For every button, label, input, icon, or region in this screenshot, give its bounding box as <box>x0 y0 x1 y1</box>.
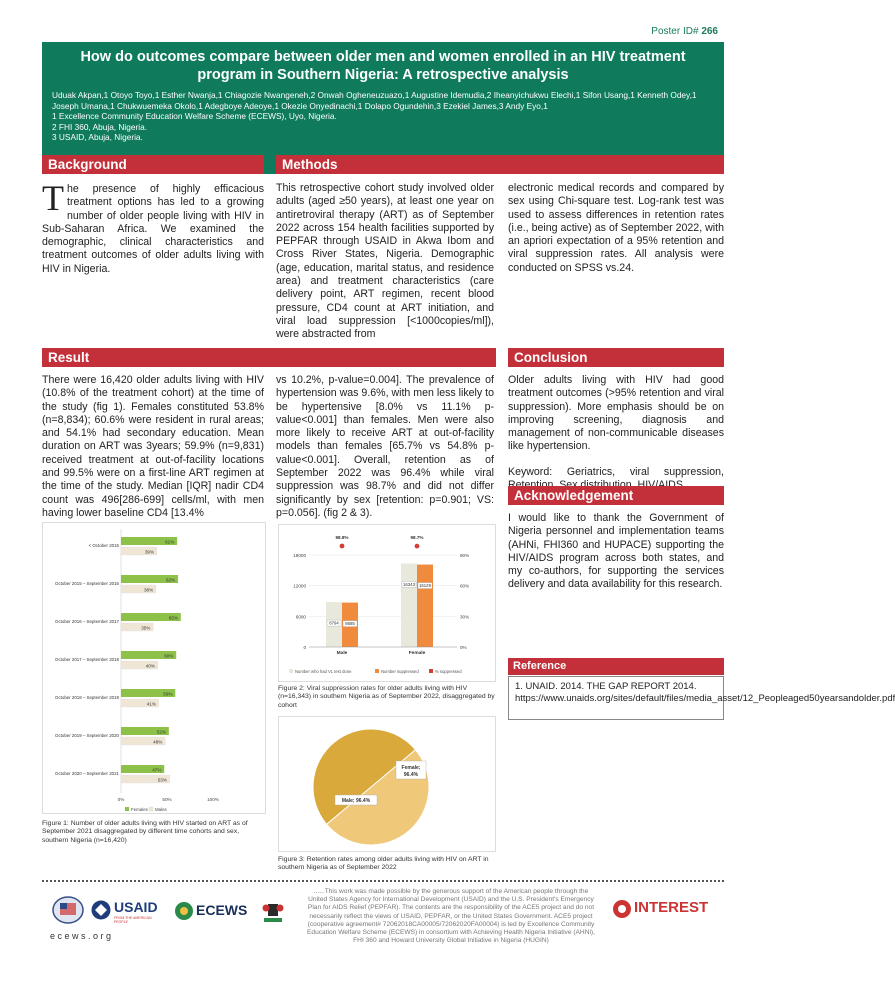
fig2-category-label: Female <box>408 651 426 656</box>
fig1-label-male: 48% <box>153 739 163 745</box>
fig2-legend-label: Number who had VL test done <box>295 669 352 674</box>
ecews-logo: ECEWS <box>174 898 260 924</box>
fig1-legend-swatch-male <box>149 807 153 811</box>
fig1-label-male: 38% <box>143 587 154 593</box>
fig1-category-label: October 2015 – September 2016 <box>55 581 119 586</box>
fig2-label-suppressed: 8685 <box>345 621 355 627</box>
fig2-y-tick-left: 0 <box>303 645 306 650</box>
interest-logo: INTEREST <box>612 896 724 922</box>
fig2-y-tick-left: 6000 <box>295 614 306 620</box>
fig1-label-female: 47% <box>152 767 162 773</box>
fig1-legend-male: Males <box>155 807 167 812</box>
methods-heading: Methods <box>276 155 724 174</box>
fig1-category-label: October 2018 – September 2019 <box>55 695 119 700</box>
figure-3-caption: Figure 3: Retention rates among older adults living with HIV on ART in southern Nigeria as of September 2022 <box>278 856 489 872</box>
fig2-legend-swatch <box>289 669 293 673</box>
result-text-col2: vs 10.2%, p-value=0.004]. The prevalence of hypertension was 9.6%, with men less likely to be hypertensive [8.0% vs 11.1% p-value<0.001] than females. Men were also more likely to receive ART at out-of-facility models than females [65.7% vs 54.8% p-value<0.001]. Overall, retention as of September 2022 was 96.4% while viral suppression was 98.7% and did not differ significantly by sex [retention: p=0.901; VS: p=0.056]. (fig 2 & 3). <box>276 374 494 519</box>
result-text-col1: There were 16,420 older adults living with HIV (10.8% of the treatment cohort) at the time of the study (fig 1). Females constituted 53.8% (n=8,834); 60.6% were resident in rural areas; and 54.1% had secondary education. Mean duration on ART was 3years; 59.9% (n=9,831) received treatment at out-of-facility locations and 99.5% were on a first-line ART regimen at the time of the study. Median [IQR] nadir CD4 count was 496[286-699] cells/ml, with men having lower baseline CD4 [13.4% <box>42 374 264 519</box>
fig2-y-tick-left: 12000 <box>293 583 306 589</box>
fig2-y-tick-right: 90% <box>460 553 470 558</box>
usaid-logo: USAID FROM THE AMERICAN PEOPLE <box>91 896 165 926</box>
fig1-x-tick: 0% <box>117 797 125 802</box>
fig3-label-male: Male; 96.4% <box>341 798 371 804</box>
fig2-pct-dot <box>415 544 420 549</box>
background-text: The presence of highly efficacious treatment options has led to a growing number of older people living with HIV in Sub-Saharan Africa. We examined the demographic, clinical characteristics and treatment outcomes of older adults living with HIV in Nigeria. <box>42 178 264 275</box>
nigeria-coat-of-arms <box>262 896 284 924</box>
fig2-pct-label: 98.7% <box>410 535 424 541</box>
fig1-legend-swatch-female <box>125 807 129 811</box>
acknowledgement-heading: Acknowledgement <box>508 486 724 505</box>
fig1-category-label: October 2017 – September 2018 <box>55 657 119 662</box>
fig2-legend-label: % suppressed <box>435 669 462 674</box>
fig1-label-male: 39% <box>144 549 155 555</box>
reference-heading: Reference <box>508 658 724 675</box>
author-list: Uduak Akpan,1 Otoyo Toyo,1 Esther Nwanja,1 Chiagozie Nwangeneh,2 Onwah Ogheneuzuazo,1 Augustine Idemudia,2 Iheanyichukwu Elechi,1 Sifon Usang,1 Kenneth Odey,1 Joseph Umana,1 Chukwuemeka Okolo,1 Adegboye Adeoye,1 Okezie Onyedinachi,1 Dolapo Ogundehin,3 Ezekiel James,3 Andy Eyo,1 1 Excellence Community Education Welfare Scheme (ECEWS), Uyo, Nigeria. 2 FHI 360, Abuja, Nigeria. 3 USAID, Abuja, Nigeria. <box>52 90 697 143</box>
funding-disclaimer: ......This work was made possible by the generous support of the American people through the United States Agency for International Development (USAID) and the U.S. President's Emergency Plan for AIDS Relief (PEPFAR). The contents are the responsibility of the ACE5 project and do not necessarily reflect the views of USAID, PEPFAR, or the United States Government. ACE5 project (cooperative agreement# 72062018CA00005/72062020FA00004) is led by Excellence Community Education Welfare Scheme (ECEWS) in consortium with Achieving Health Nigeria Initiative (AHNi), FHI 360 and Howard University Global Initiative in Nigeria (HUGIN) <box>307 888 595 945</box>
fig1-category-label: October 2020 – September 2021 <box>55 771 119 776</box>
figure-3-svg <box>279 717 497 853</box>
fig1-x-tick: 50% <box>162 797 172 802</box>
fig2-y-tick-left: 18000 <box>293 553 306 558</box>
fig1-label-female: 65% <box>168 615 179 621</box>
fig2-label-suppressed: 16129 <box>419 583 431 589</box>
conclusion-text: Older adults living with HIV had good treatment outcomes (>95% retention and viral suppression). More emphasis should be on improving screening, diagnosis and management of non-communicable diseases like hypertension. Keyword: Geriatrics, viral suppression, <box>508 374 724 492</box>
fig2-pct-label: 98.8% <box>335 535 349 541</box>
conclusion-heading: Conclusion <box>508 348 724 367</box>
partner-logo-seal <box>50 895 86 925</box>
fig1-legend-female: Females <box>131 807 148 812</box>
fig2-legend-swatch <box>375 669 379 673</box>
fig2-pct-dot <box>340 544 345 549</box>
poster-id: Poster ID# 266 <box>651 26 718 37</box>
fig2-y-tick-right: 0% <box>460 645 467 650</box>
figure-1-chart <box>42 522 266 814</box>
fig2-y-tick-right: 30% <box>460 614 470 620</box>
figure-2-caption: Figure 2: Viral suppression rates for older adults living with HIV (n=16,343) in southern Nigeria as of September 2022, disaggregated by cohort <box>278 685 495 709</box>
fig3-label-female-pct: 96.4% <box>403 772 419 778</box>
fig2-y-tick-right: 60% <box>460 583 470 589</box>
fig1-label-male: 40% <box>145 663 156 669</box>
figure-3-chart <box>278 716 496 852</box>
methods-text-col2: electronic medical records and compared by sex using Chi-square test. Log-rank test was used to assess differences in retention rates (i.e., being active) as of September 2022, with an apriori expectation of a 95% retention and viral suppression rates. All analysis were conducted on SPSS vs.24. <box>508 182 724 274</box>
website-link[interactable]: ecews.org <box>50 931 114 941</box>
fig1-label-male: 35% <box>141 625 151 631</box>
fig2-legend-swatch <box>429 669 433 673</box>
fig2-label-tested: 8794 <box>329 620 339 626</box>
methods-text-col1: This retrospective cohort study involved older adults (aged ≥50 years), at least one year on antiretroviral therapy (ART) as of September 2022 across 154 health facilities supported by PEPFAR through USAID in Akwa Ibom and Cross River States, Nigeria. Demographic (age, education, marital status, and residence area) and treatment characteristics (care delivery point, ART regimen, recent blood pressure, CD4 count at ART initiation, and viral load suppression [<1000copies/ml]), were abstracted from <box>276 182 494 341</box>
fig2-label-tested: 16343 <box>403 581 415 587</box>
background-heading: Background <box>42 155 264 174</box>
fig2-bar-suppressed <box>417 565 433 647</box>
figure-2-chart <box>278 524 496 682</box>
fig1-label-female: 59% <box>163 691 173 697</box>
fig1-category-label: < October 2015 <box>88 543 119 548</box>
fig1-label-female: 61% <box>165 539 175 545</box>
figure-2-svg <box>279 525 497 683</box>
reference-text: 1. UNAID. 2014. THE GAP REPORT 2014. https://www.unaids.org/sites/default/files/media_asset/12_Peopleaged50yearsandolder.pdf <box>508 676 724 720</box>
keywords: Keyword: Geriatrics, viral suppression, <box>508 465 724 478</box>
figure-1-caption: Figure 1: Number of older adults living with HIV started on ART as of September 2021 disaggregated by different time cohorts and sex, southern Nigeria (n=16,420) <box>42 820 248 844</box>
fig2-category-label: Male <box>336 651 348 656</box>
fig2-bar-tested <box>401 563 417 647</box>
fig1-category-label: October 2019 – September 2020 <box>55 733 119 738</box>
result-heading: Result <box>42 348 496 367</box>
acknowledgement-text: I would like to thank the Government of Nigeria personnel and implementation teams (AHNi, FHI360 and HUPACE) supporting the HIV/AIDS program across both states, and my co-authors, for supporting the services delivery and data availability for this research. <box>508 512 724 591</box>
poster-title: How do outcomes compare between older men and women enrolled in an HIV treatment program in Southern Nigeria: A retrospective analysis <box>80 49 686 83</box>
fig1-label-male: 53% <box>157 777 167 783</box>
fig1-x-tick: 100% <box>207 797 219 802</box>
fig1-category-label: October 2016 – September 2017 <box>55 619 119 624</box>
fig1-label-male: 41% <box>146 701 156 707</box>
fig1-label-female: 52% <box>156 729 167 735</box>
fig1-label-female: 60% <box>164 653 174 659</box>
fig2-legend-label: Number suppressed <box>381 669 419 674</box>
fig1-label-female: 62% <box>166 577 176 583</box>
fig3-label-female: Female; <box>401 765 421 771</box>
footer-divider <box>42 880 724 882</box>
figure-1-svg <box>43 523 267 815</box>
